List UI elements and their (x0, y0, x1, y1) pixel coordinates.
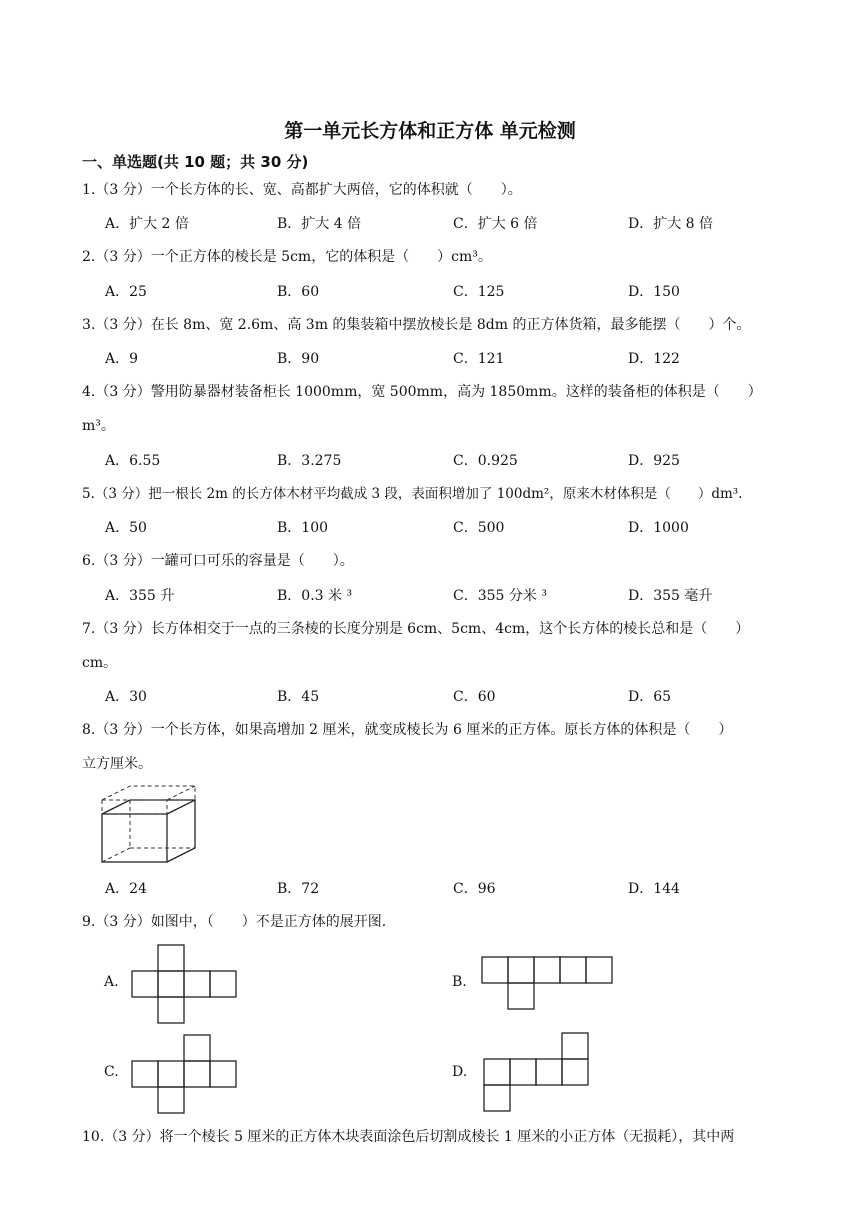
question-3: 3.（3 分）在长 8m、宽 2.6m、高 3m 的集装箱中摆放棱长是 8dm 的正方体货箱，最多能摆（ ）个。 (82, 317, 751, 333)
q9-net-a (130, 944, 240, 1026)
q5-option-b: B．100 (277, 520, 329, 536)
q5-option-c: C．500 (453, 520, 505, 536)
section-heading: 一、单选题(共 10 题；共 30 分) (82, 153, 309, 171)
q7-option-a: A．30 (105, 689, 147, 705)
q2-option-a: A．25 (105, 284, 147, 300)
cuboid-figure (100, 784, 200, 864)
question-7: 7.（3 分）长方体相交于一点的三条棱的长度分别是 6cm、5cm、4cm，这个长方体的棱长总和是（ ） (82, 621, 750, 637)
q3-option-d: D．122 (628, 351, 680, 367)
q7-option-c: C．60 (453, 689, 496, 705)
q9-net-d (480, 1032, 592, 1114)
q5-option-a: A．50 (105, 520, 147, 536)
question-4: 4.（3 分）警用防暴器材装备柜长 1000mm，宽 500mm，高为 1850mm。这样的装备柜的体积是（ ） (82, 384, 762, 400)
question-8-continued: 立方厘米。 (82, 756, 152, 772)
q6-option-c: C．355 分米 ³ (453, 588, 547, 604)
q3-option-b: B．90 (277, 351, 320, 367)
question-10: 10.（3 分）将一个棱长 5 厘米的正方体木块表面涂色后切割成棱长 1 厘米的小正方体（无损耗），其中两 (82, 1129, 735, 1145)
question-7-continued: cm。 (82, 655, 118, 671)
question-9: 9.（3 分）如图中，（ ）不是正方体的展开图. (82, 914, 387, 930)
q9-net-b (480, 956, 616, 1014)
q8-option-d: D．144 (628, 881, 680, 897)
question-4-continued: m³。 (82, 418, 115, 434)
q6-option-a: A．355 升 (105, 588, 175, 604)
question-2: 2.（3 分）一个正方体的棱长是 5cm，它的体积是（ ）cm³。 (82, 249, 492, 265)
q8-option-c: C．96 (453, 881, 496, 897)
q9-option-d-label: D. (452, 1064, 468, 1080)
q6-option-b: B．0.3 米 ³ (277, 588, 353, 604)
question-1: 1.（3 分）一个长方体的长、宽、高都扩大两倍，它的体积就（ ）。 (82, 182, 522, 198)
q4-option-c: C．0.925 (453, 453, 518, 469)
q2-option-c: C．125 (453, 284, 505, 300)
q1-option-d: D．扩大 8 倍 (628, 216, 714, 232)
q9-option-a-label: A. (104, 974, 119, 990)
q9-option-c-label: C. (104, 1064, 119, 1080)
q3-option-c: C．121 (453, 351, 505, 367)
page-title: 第一单元长方体和正方体 单元检测 (284, 120, 576, 142)
question-8: 8.（3 分）一个长方体，如果高增加 2 厘米，就变成棱长为 6 厘米的正方体。原长方体的体积是（ ） (82, 722, 733, 738)
q1-option-a: A．扩大 2 倍 (105, 216, 189, 232)
question-5: 5.（3 分）把一根长 2m 的长方体木材平均截成 3 段，表面积增加了 100dm²，原来木材体积是（ ）dm³. (82, 486, 743, 502)
q8-option-a: A．24 (105, 881, 147, 897)
question-6: 6.（3 分）一罐可口可乐的容量是（ ）。 (82, 553, 354, 569)
q1-option-c: C．扩大 6 倍 (453, 216, 538, 232)
q4-option-b: B．3.275 (277, 453, 342, 469)
q3-option-a: A．9 (105, 351, 139, 367)
q5-option-d: D．1000 (628, 520, 689, 536)
q8-option-b: B．72 (277, 881, 320, 897)
q7-option-b: B．45 (277, 689, 320, 705)
q2-option-d: D．150 (628, 284, 680, 300)
q4-option-a: A．6.55 (105, 453, 161, 469)
q1-option-b: B．扩大 4 倍 (277, 216, 362, 232)
q2-option-b: B．60 (277, 284, 320, 300)
q4-option-d: D．925 (628, 453, 680, 469)
q9-net-c (128, 1034, 240, 1116)
q7-option-d: D．65 (628, 689, 672, 705)
q6-option-d: D．355 毫升 (628, 588, 713, 604)
q9-option-b-label: B. (452, 974, 467, 990)
